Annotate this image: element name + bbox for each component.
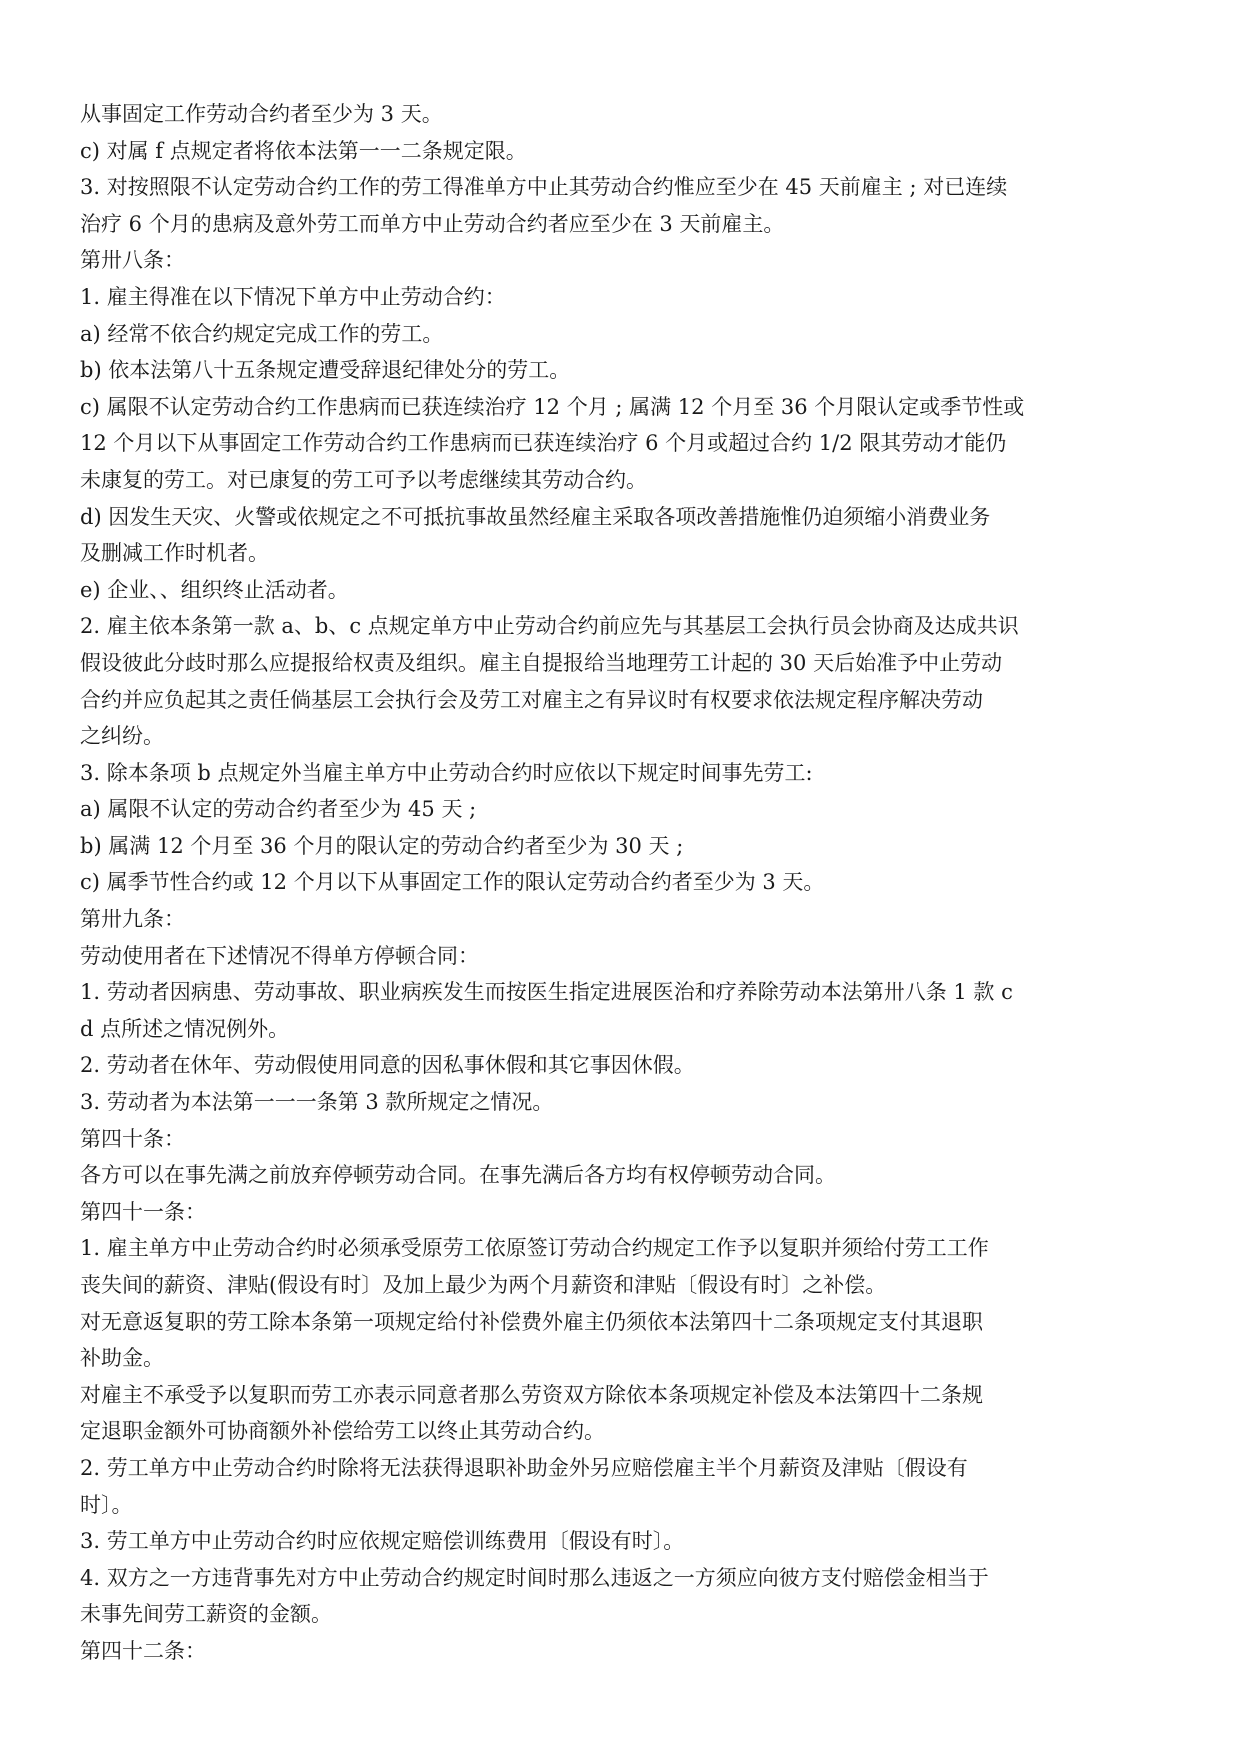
text-line: 1. 劳动者因病患、劳动事故、职业病疾发生而按医生指定进展医治和疗养除劳动本法第卅八条 1 款 c [80, 980, 1013, 1005]
text-line: 假设彼此分歧时那么应提报给权责及组织。雇主自提报给当地理劳工计起的 30 天后始准予中止劳动 [80, 650, 1003, 675]
article-heading: 第四十一条： [80, 1199, 206, 1224]
text-line: 1. 雇主得准在以下情况下单方中止劳动合约： [80, 284, 506, 309]
text-line: 2. 劳工单方中止劳动合约时除将无法获得退职补助金外另应赔偿雇主半个月薪资及津贴〔假设有 [80, 1455, 968, 1480]
text-line: e) 企业、、组织终止活动者。 [80, 577, 349, 602]
text-line: 3. 除本条项 b 点规定外当雇主单方中止劳动合约时应依以下规定时间事先劳工: [80, 760, 813, 785]
text-line: 3. 劳工单方中止劳动合约时应依规定赔偿训练费用〔假设有时〕。 [80, 1529, 685, 1554]
text-line: c) 属季节性合约或 12 个月以下从事固定工作的限认定劳动合约者至少为 3 天。 [80, 870, 825, 895]
text-line: 各方可以在事先满之前放弃停顿劳动合同。在事先满后各方均有权停顿劳动合同。 [80, 1163, 836, 1188]
text-line: 未事先间劳工薪资的金额。 [80, 1602, 332, 1627]
text-line: c) 对属 f 点规定者将依本法第一一二条规定限。 [80, 138, 527, 163]
text-line: 对雇主不承受予以复职而劳工亦表示同意者那么劳资双方除依本条项规定补偿及本法第四十二条规 [80, 1382, 983, 1407]
text-line: 时〕。 [80, 1492, 133, 1517]
text-line: 之纠纷。 [80, 724, 164, 749]
text-line: 劳动使用者在下述情况不得单方停顿合同： [80, 943, 479, 968]
text-line: 从事固定工作劳动合约者至少为 3 天。 [80, 102, 443, 126]
text-line: 及删减工作时机者。 [80, 541, 269, 566]
text-line: 未康复的劳工。对已康复的劳工可予以考虑继续其劳动合约。 [80, 467, 647, 492]
text-line: 治疗 6 个月的患病及意外劳工而单方中止劳动合约者应至少在 3 天前雇主。 [80, 211, 785, 236]
text-line: d) 因发生天灾、火警或依规定之不可抵抗事故虽然经雇主采取各项改善措施惟仍迫须缩小消费业务 [80, 504, 991, 529]
text-line: 4. 双方之一方违背事先对方中止劳动合约规定时间时那么违返之一方须应向彼方支付赔偿金相当于 [80, 1565, 989, 1590]
text-line: 定退职金额外可协商额外补偿给劳工以终止其劳动合约。 [80, 1419, 605, 1444]
text-line: 3. 对按照限不认定劳动合约工作的劳工得准单方中止其劳动合约惟应至少在 45 天前雇主 ; 对已连续 [80, 175, 1008, 200]
article-heading: 第卅八条： [80, 248, 185, 273]
article-heading: 第四十条： [80, 1126, 185, 1151]
text-line: a) 属限不认定的劳动合约者至少为 45 天 ; [80, 797, 477, 822]
document-body [80, 96, 1175, 1670]
article-heading: 第卅九条： [80, 907, 185, 932]
text-line: 2. 雇主依本条第一款 a、b、c 点规定单方中止劳动合约前应先与其基层工会执行员会协商及达成共识 [80, 614, 1019, 639]
text-line: d 点所述之情况例外。 [80, 1016, 290, 1041]
article-heading: 第四十二条： [80, 1638, 206, 1663]
text-line: 2. 劳动者在休年、劳动假使用同意的因私事休假和其它事因休假。 [80, 1053, 695, 1078]
text-line: 合约并应负起其之责任倘基层工会执行会及劳工对雇主之有异议时有权要求依法规定程序解决劳动 [80, 687, 983, 712]
text-line: b) 属满 12 个月至 36 个月的限认定的劳动合约者至少为 30 天 ; [80, 833, 684, 858]
text-line: 1. 雇主单方中止劳动合约时必须承受原劳工依原签订劳动合约规定工作予以复职并须给付劳工工作 [80, 1236, 989, 1261]
text-line: c) 属限不认定劳动合约工作患病而已获连续治疗 12 个月 ; 属满 12 个月至 36 个月限认定或季节性或 [80, 394, 1025, 419]
text-line: a) 经常不依合约规定完成工作的劳工。 [80, 321, 444, 346]
text-line: 对无意返复职的劳工除本条第一项规定给付补偿费外雇主仍须依本法第四十二条项规定支付其退职 [80, 1309, 983, 1334]
text-line: 12 个月以下从事固定工作劳动合约工作患病而已获连续治疗 6 个月或超过合约 1/2 限其劳动才能仍 [80, 431, 1007, 456]
text-line: 3. 劳动者为本法第一一一条第 3 款所规定之情况。 [80, 1090, 554, 1115]
text-line: 补助金。 [80, 1346, 164, 1371]
text-line: 丧失间的薪资、津贴(假设有时〕及加上最少为两个月薪资和津贴〔假设有时〕之补偿。 [80, 1273, 887, 1297]
text-line: b) 依本法第八十五条规定遭受辞退纪律处分的劳工。 [80, 358, 571, 383]
